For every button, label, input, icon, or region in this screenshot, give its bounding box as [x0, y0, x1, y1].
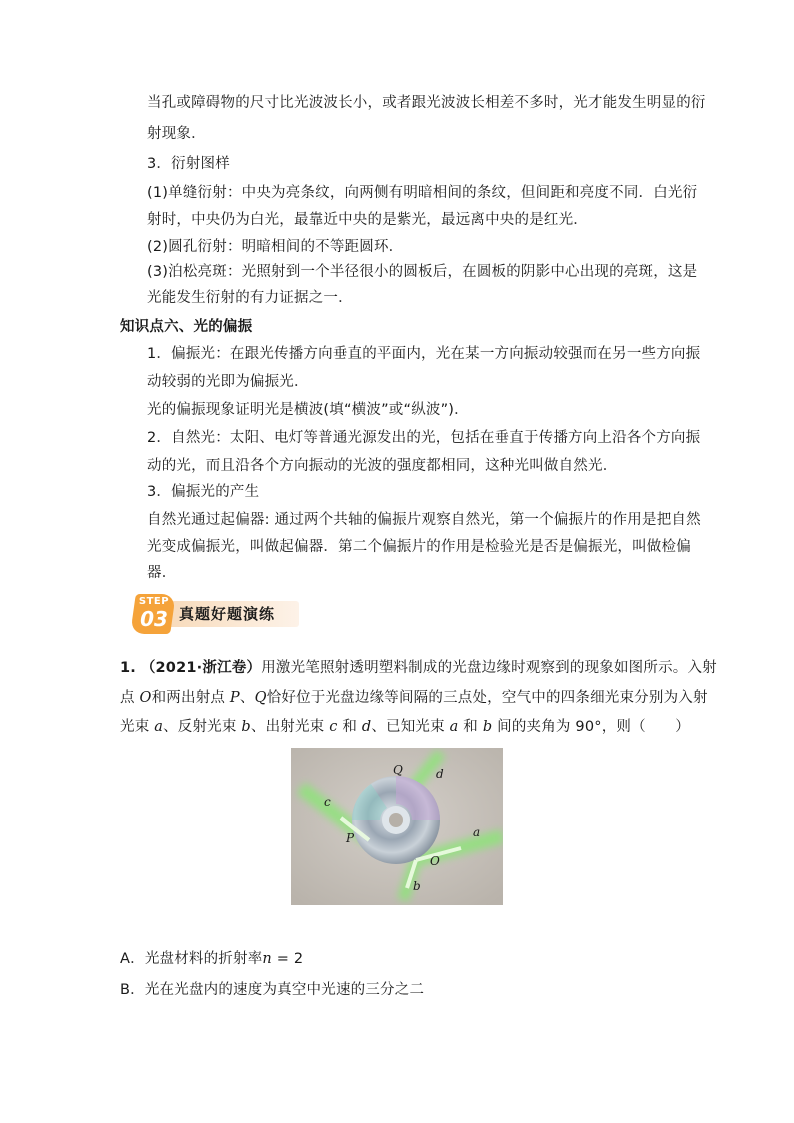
text-line: 3．偏振光的产生	[147, 484, 260, 500]
question-text: 和两出射点	[151, 690, 230, 706]
option-b: B．光在光盘内的速度为真空中光速的三分之二	[120, 982, 425, 998]
label-Q: Q	[393, 763, 403, 777]
text-line: (1)单缝衍射：中央为亮条纹，向两侧有明暗相间的条纹，但间距和亮度不同．白光衍	[147, 185, 698, 201]
question-text: 间的夹角为 90°，则（ ）	[492, 719, 690, 735]
text-line: 2．自然光：太阳、电灯等普通光源发出的光，包括在垂直于传播方向上沿各个方向振	[147, 430, 701, 446]
cd-laser-illustration	[291, 748, 503, 905]
var-a: a	[449, 719, 459, 735]
question-text: 、已知光束	[371, 719, 450, 735]
text-line: 动的光，而且沿各个方向振动的光波的强度都相同，这种光叫做自然光．	[147, 458, 618, 474]
var-a: a	[154, 719, 164, 735]
question-line	[120, 688, 708, 708]
label-P: P	[346, 831, 355, 845]
text-line: 射时，中央仍为白光，最靠近中央的是紫光，最远离中央的是红光．	[147, 212, 588, 228]
cd-laser-photo	[291, 748, 503, 905]
section-heading: 知识点六、光的偏振	[120, 319, 253, 335]
question-line	[120, 658, 717, 678]
text-line: 射现象．	[147, 126, 206, 142]
label-b: b	[413, 879, 421, 893]
step-banner	[127, 594, 299, 636]
step-label: STEP	[138, 596, 170, 607]
var-P: P	[229, 690, 240, 706]
text-line: 光的偏振现象证明光是横波(填“横波”或“纵波”)．	[147, 402, 469, 418]
question-text: 恰好位于光盘边缘等间隔的三点处，空气中的四条细光束分别为入射	[266, 690, 708, 706]
text-line: 1．偏振光：在跟光传播方向垂直的平面内，光在某一方向振动较强而在另一些方向振	[147, 346, 701, 362]
var-Q: Q	[254, 690, 267, 706]
text-line: 器．	[147, 565, 177, 581]
question-text: 、出射光束	[250, 719, 330, 735]
text-line: 自然光通过起偏器: 通过两个共轴的偏振片观察自然光，第一个偏振片的作用是把自然	[147, 512, 701, 528]
step-number: 03	[140, 607, 168, 631]
question-text: 光束	[120, 719, 155, 735]
var-O: O	[139, 690, 152, 706]
question-text: 点	[120, 690, 140, 706]
text-line: 光能发生衍射的有力证据之一．	[147, 290, 353, 306]
question-text: 、反射光束	[163, 719, 242, 735]
text-line: 光变成偏振光，叫做起偏器．第二个偏振片的作用是检验光是否是偏振光，叫做检偏	[147, 539, 691, 555]
cd-hole	[389, 813, 403, 827]
option-a	[120, 949, 303, 969]
question-line	[120, 717, 690, 737]
text-line: 当孔或障碍物的尺寸比光波波长小，或者跟光波波长相差不多时，光才能发生明显的衍	[147, 95, 706, 111]
question-text: 、	[239, 690, 255, 706]
step-title: 真题好题演练	[179, 605, 276, 623]
label-c: c	[324, 795, 331, 809]
label-a: a	[473, 825, 481, 839]
question-number: 1.	[120, 660, 136, 676]
question-text: 用激光笔照射透明塑料制成的光盘边缘时观察到的现象如图所示。入射	[261, 660, 717, 676]
text-line: (2)圆孔衍射：明暗相间的不等距圆环．	[147, 239, 404, 255]
question-text: 和	[337, 719, 362, 735]
text-line: 动较弱的光即为偏振光．	[147, 374, 309, 390]
question-text: 和	[458, 719, 483, 735]
label-O: O	[430, 854, 440, 868]
option-text: = 2	[271, 951, 304, 967]
label-d: d	[436, 767, 444, 781]
var-n: n	[262, 951, 272, 967]
text-line: (3)泊松亮斑：光照射到一个半径很小的圆板后，在圆板的阴影中心出现的亮斑，这是	[147, 264, 698, 280]
var-d: d	[361, 719, 372, 735]
text-line: 3．衍射图样	[147, 156, 230, 172]
option-text: A．光盘材料的折射率	[120, 951, 263, 967]
var-b: b	[241, 719, 251, 735]
var-c: c	[329, 719, 338, 735]
var-b: b	[482, 719, 493, 735]
question-source: （2021·浙江卷）	[140, 660, 262, 676]
